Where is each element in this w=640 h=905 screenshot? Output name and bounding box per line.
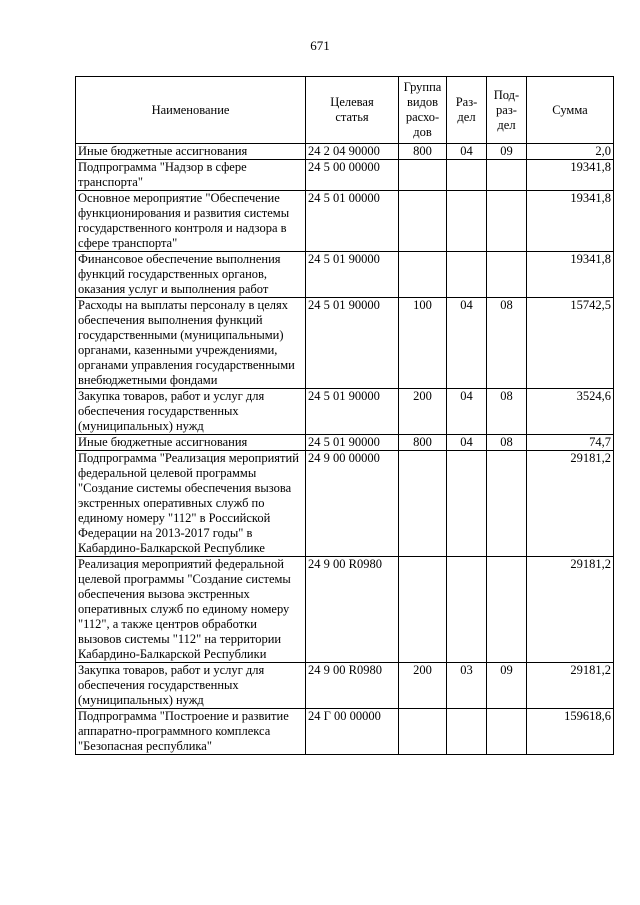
cell-group: 200 (399, 663, 447, 709)
cell-name: Подпрограмма "Надзор в сфере транспорта" (76, 160, 306, 191)
table-row (76, 298, 614, 389)
cell-section (447, 557, 487, 663)
budget-table (75, 76, 614, 755)
cell-group (399, 451, 447, 557)
cell-target: 24 5 00 00000 (306, 160, 399, 191)
cell-subsection: 09 (487, 663, 527, 709)
cell-group: 800 (399, 435, 447, 451)
cell-sum: 19341,8 (527, 252, 614, 298)
table-row (76, 435, 614, 451)
table-row (76, 144, 614, 160)
cell-target: 24 5 01 90000 (306, 298, 399, 389)
cell-name: Расходы на выплаты персоналу в целях обеспечения выполнения функций государственными (муниципальными) органами, казенными учреждениями, органами управления государственными внебюджетными фондами (76, 298, 306, 389)
cell-subsection: 08 (487, 435, 527, 451)
cell-section: 03 (447, 663, 487, 709)
cell-section: 04 (447, 298, 487, 389)
cell-subsection (487, 709, 527, 755)
cell-group (399, 252, 447, 298)
cell-subsection (487, 252, 527, 298)
cell-name: Закупка товаров, работ и услуг для обеспечения государственных (муниципальных) нужд (76, 663, 306, 709)
cell-section: 04 (447, 435, 487, 451)
cell-name: Подпрограмма "Построение и развитие аппаратно-программного комплекса "Безопасная республика" (76, 709, 306, 755)
cell-section: 04 (447, 144, 487, 160)
table-row (76, 191, 614, 252)
cell-group: 100 (399, 298, 447, 389)
cell-section (447, 191, 487, 252)
header-sum: Сумма (527, 77, 614, 144)
cell-sum: 15742,5 (527, 298, 614, 389)
header-section: Раз- дел (447, 77, 487, 144)
cell-group: 800 (399, 144, 447, 160)
cell-sum: 159618,6 (527, 709, 614, 755)
cell-sum: 2,0 (527, 144, 614, 160)
cell-subsection (487, 451, 527, 557)
cell-section (447, 451, 487, 557)
cell-subsection (487, 557, 527, 663)
cell-target: 24 9 00 00000 (306, 451, 399, 557)
cell-sum: 29181,2 (527, 557, 614, 663)
cell-sum: 74,7 (527, 435, 614, 451)
cell-subsection (487, 191, 527, 252)
cell-name: Финансовое обеспечение выполнения функций государственных органов, оказания услуг и выполнения работ (76, 252, 306, 298)
cell-sum: 19341,8 (527, 160, 614, 191)
header-name: Наименование (76, 77, 306, 144)
cell-subsection (487, 160, 527, 191)
cell-group (399, 191, 447, 252)
header-subsection: Под- раз- дел (487, 77, 527, 144)
cell-name: Иные бюджетные ассигнования (76, 144, 306, 160)
table-row (76, 709, 614, 755)
cell-sum: 3524,6 (527, 389, 614, 435)
cell-subsection: 09 (487, 144, 527, 160)
cell-sum: 19341,8 (527, 191, 614, 252)
cell-section (447, 709, 487, 755)
cell-target: 24 5 01 90000 (306, 435, 399, 451)
table-header-row (76, 77, 614, 144)
cell-subsection: 08 (487, 389, 527, 435)
cell-target: 24 5 01 00000 (306, 191, 399, 252)
cell-target: 24 5 01 90000 (306, 252, 399, 298)
cell-target: 24 9 00 R0980 (306, 663, 399, 709)
cell-sum: 29181,2 (527, 451, 614, 557)
cell-name: Закупка товаров, работ и услуг для обеспечения государственных (муниципальных) нужд (76, 389, 306, 435)
cell-target: 24 9 00 R0980 (306, 557, 399, 663)
cell-group: 200 (399, 389, 447, 435)
cell-group (399, 709, 447, 755)
cell-group (399, 160, 447, 191)
cell-target: 24 Г 00 00000 (306, 709, 399, 755)
cell-target: 24 5 01 90000 (306, 389, 399, 435)
cell-sum: 29181,2 (527, 663, 614, 709)
cell-group (399, 557, 447, 663)
table-row (76, 252, 614, 298)
cell-section (447, 252, 487, 298)
header-group: Группа видов расхо- дов (399, 77, 447, 144)
table-row (76, 451, 614, 557)
cell-section: 04 (447, 389, 487, 435)
cell-name: Иные бюджетные ассигнования (76, 435, 306, 451)
cell-section (447, 160, 487, 191)
table-row (76, 389, 614, 435)
table-row (76, 160, 614, 191)
cell-name: Подпрограмма "Реализация мероприятий федеральной целевой программы "Создание системы обеспечения вызова экстренных оперативных служб по единому номеру "112" в Российской Федерации на 2013-2017 годы" в Кабардино-Балкарской Республике (76, 451, 306, 557)
page-number: 671 (310, 38, 330, 53)
table-row (76, 557, 614, 663)
cell-name: Реализация мероприятий федеральной целевой программы "Создание системы обеспечения вызова экстренных оперативных служб по единому номеру "112", а также центров обработки вызовов системы "112" на территории Кабардино-Балкарской Республики (76, 557, 306, 663)
cell-name: Основное мероприятие "Обеспечение функционирования и развития системы государственного контроля и надзора в сфере транспорта" (76, 191, 306, 252)
cell-target: 24 2 04 90000 (306, 144, 399, 160)
cell-subsection: 08 (487, 298, 527, 389)
header-target: Целевая статья (306, 77, 399, 144)
table-row (76, 663, 614, 709)
